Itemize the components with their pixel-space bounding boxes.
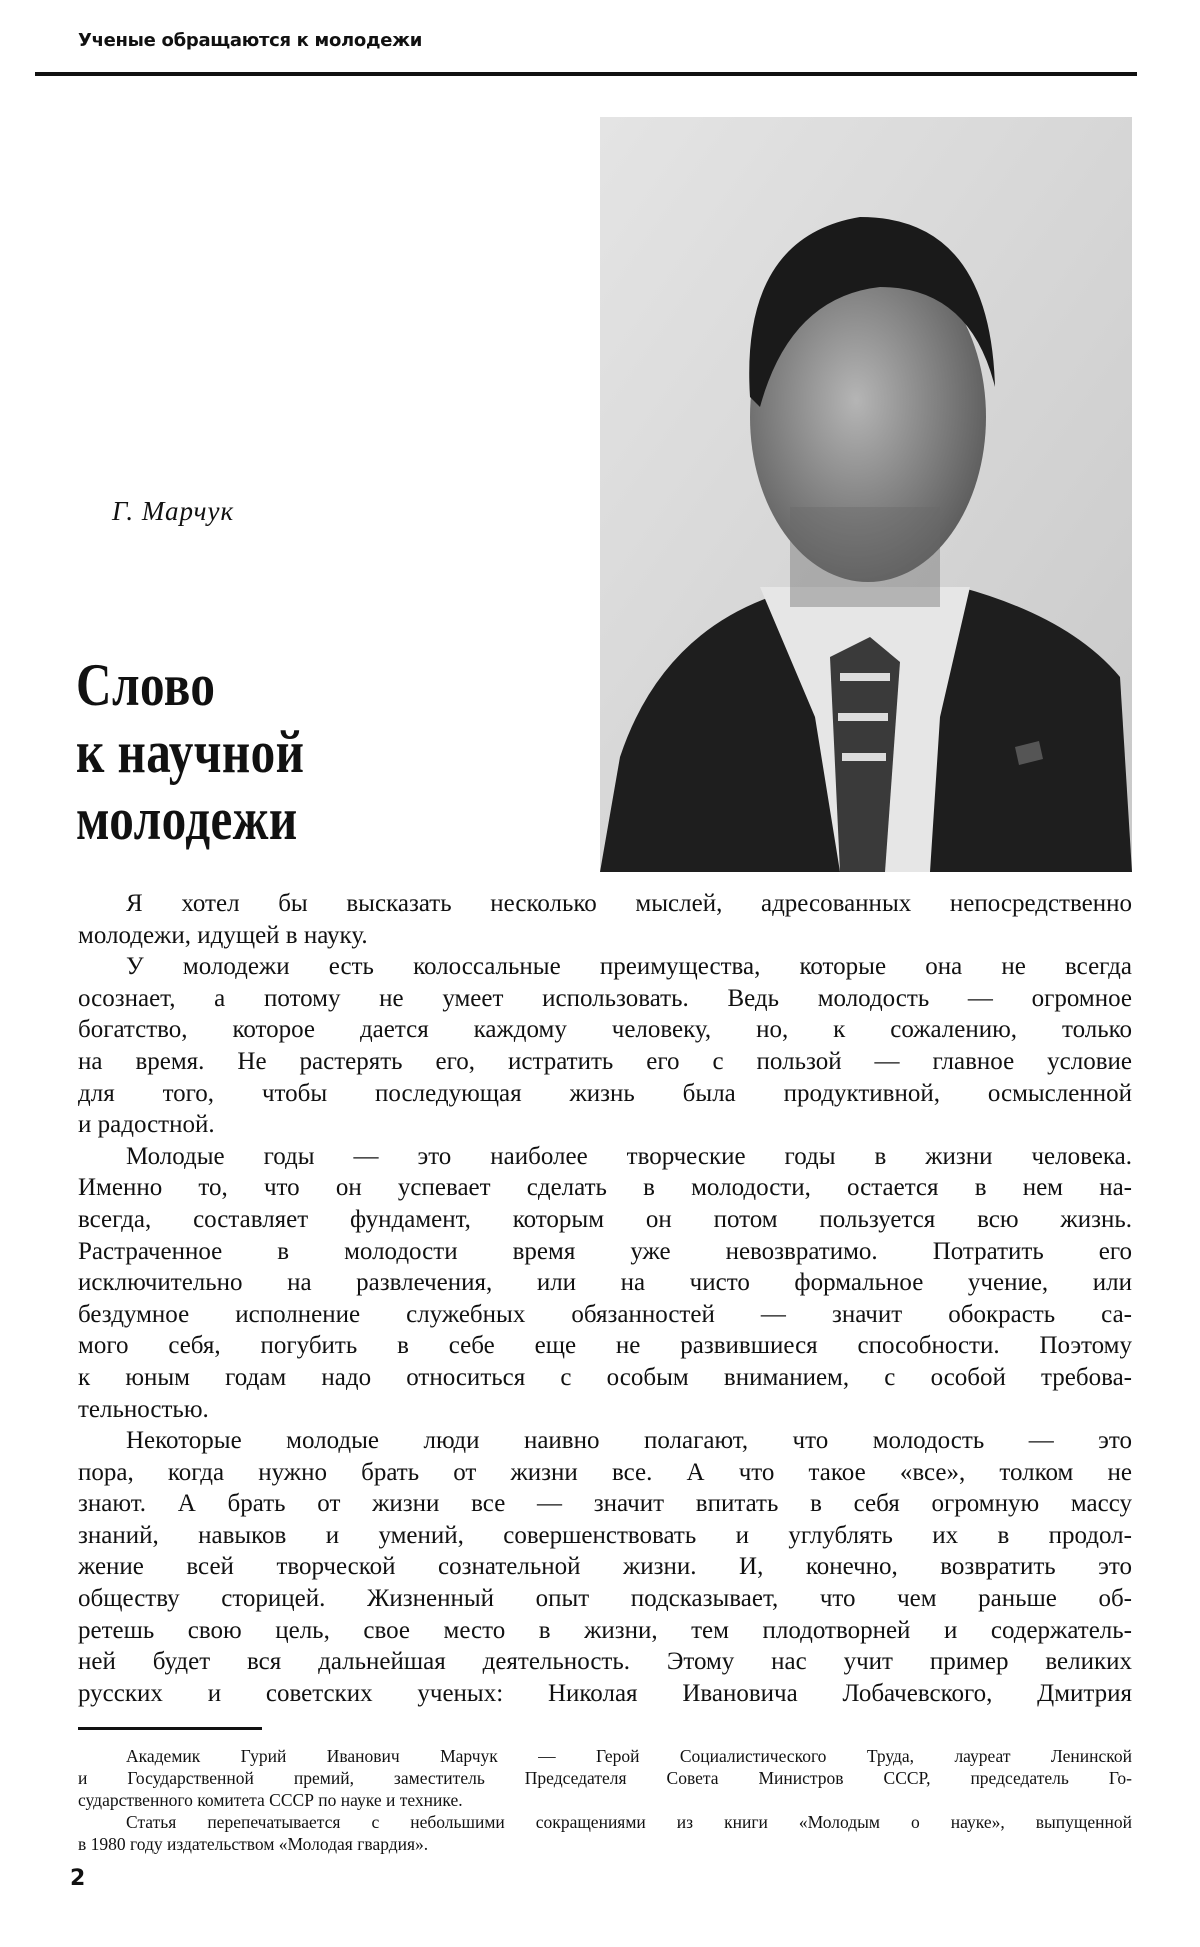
text-line: осознает, а потому не умеет использовать. Ведь молодость — огромное bbox=[78, 984, 1132, 1012]
text-line: Статья перепечатывается с небольшими сокращениями из книги «Молодым о науке», выпущенной bbox=[126, 1812, 1132, 1832]
author-portrait-photo bbox=[600, 117, 1132, 872]
page-number: 2 bbox=[70, 1866, 86, 1891]
running-header: Ученые обращаются к молодежи bbox=[78, 30, 423, 51]
title-line: Слово bbox=[76, 652, 216, 718]
text-line: русских и советских ученых: Николая Ивановича Лобачевского, Дмитрия bbox=[78, 1679, 1132, 1707]
text-line: У молодежи есть колоссальные преимущества, которые она не всегда bbox=[126, 953, 1132, 981]
header-rule bbox=[35, 72, 1137, 76]
text-line: знают. А брать от жизни все — значит впитать в себя огромную массу bbox=[78, 1490, 1132, 1518]
text-line: и Государственной премий, заместитель Председателя Совета Министров СССР, председатель Го- bbox=[78, 1768, 1132, 1788]
text-line: ней будет вся дальнейшая деятельность. Этому нас учит пример великих bbox=[78, 1648, 1132, 1676]
text-line: к юным годам надо относиться с особым вниманием, с особой требова- bbox=[78, 1363, 1132, 1391]
title-line: к научной bbox=[76, 719, 305, 785]
footnotes bbox=[78, 1745, 1132, 1855]
text-line: для того, чтобы последующая жизнь была продуктивной, осмысленной bbox=[78, 1079, 1132, 1107]
title-line: молодежи bbox=[76, 786, 298, 852]
text-line: и радостной. bbox=[78, 1111, 215, 1139]
text-line: молодежи, идущей в науку. bbox=[78, 921, 368, 949]
text-line: всегда, составляет фундамент, которым он потом пользуется всю жизнь. bbox=[78, 1205, 1132, 1233]
text-line: на время. Не растерять его, истратить его с пользой — главное условие bbox=[78, 1047, 1132, 1075]
text-line: богатство, которое дается каждому человеку, но, к сожалению, только bbox=[78, 1016, 1132, 1044]
text-line: Академик Гурий Иванович Марчук — Герой Социалистического Труда, лауреат Ленинской bbox=[126, 1746, 1132, 1766]
paragraph bbox=[78, 1425, 1132, 1709]
text-line: Я хотел бы высказать несколько мыслей, адресованных непосредственно bbox=[126, 890, 1132, 917]
article-body bbox=[78, 888, 1132, 1709]
text-line: тельностью. bbox=[78, 1395, 209, 1423]
footnote bbox=[78, 1745, 1132, 1811]
article-title bbox=[76, 652, 304, 853]
text-line: Молодые годы — это наиболее творческие годы в жизни человека. bbox=[126, 1142, 1132, 1170]
text-line: исключительно на развлечения, или на чисто формальное учение, или bbox=[78, 1269, 1132, 1297]
text-line: мого себя, погубить в себе еще не развившиеся способности. Поэтому bbox=[78, 1332, 1132, 1360]
footnote bbox=[78, 1811, 1132, 1855]
text-line: бездумное исполнение служебных обязанностей — значит обокрасть са- bbox=[78, 1300, 1132, 1328]
text-line: обществу сторицей. Жизненный опыт подсказывает, что чем раньше об- bbox=[78, 1585, 1132, 1613]
paragraph bbox=[78, 1141, 1132, 1425]
text-line: ретешь свою цель, свое место в жизни, тем плодотворней и содержатель- bbox=[78, 1616, 1132, 1644]
text-line: в 1980 году издательством «Молодая гвардия». bbox=[78, 1834, 429, 1854]
paragraph bbox=[78, 888, 1132, 951]
footnote-rule bbox=[78, 1727, 262, 1730]
text-line: сударственного комитета СССР по науке и технике. bbox=[78, 1790, 463, 1810]
text-line: пора, когда нужно брать от жизни все. А что такое «все», толком не bbox=[78, 1458, 1132, 1486]
text-line: знаний, навыков и умений, совершенствовать и углублять их в продол- bbox=[78, 1521, 1132, 1549]
text-line: Именно то, что он успевает сделать в молодости, остается в нем на- bbox=[78, 1174, 1132, 1202]
author-name: Г. Марчук bbox=[112, 496, 235, 526]
text-line: жение всей творческой сознательной жизни. И, конечно, возвратить это bbox=[78, 1553, 1132, 1581]
text-line: Некоторые молодые люди наивно полагают, что молодость — это bbox=[126, 1427, 1132, 1455]
paragraph bbox=[78, 951, 1132, 1141]
text-line: Растраченное в молодости время уже невозвратимо. Потратить его bbox=[78, 1237, 1132, 1265]
